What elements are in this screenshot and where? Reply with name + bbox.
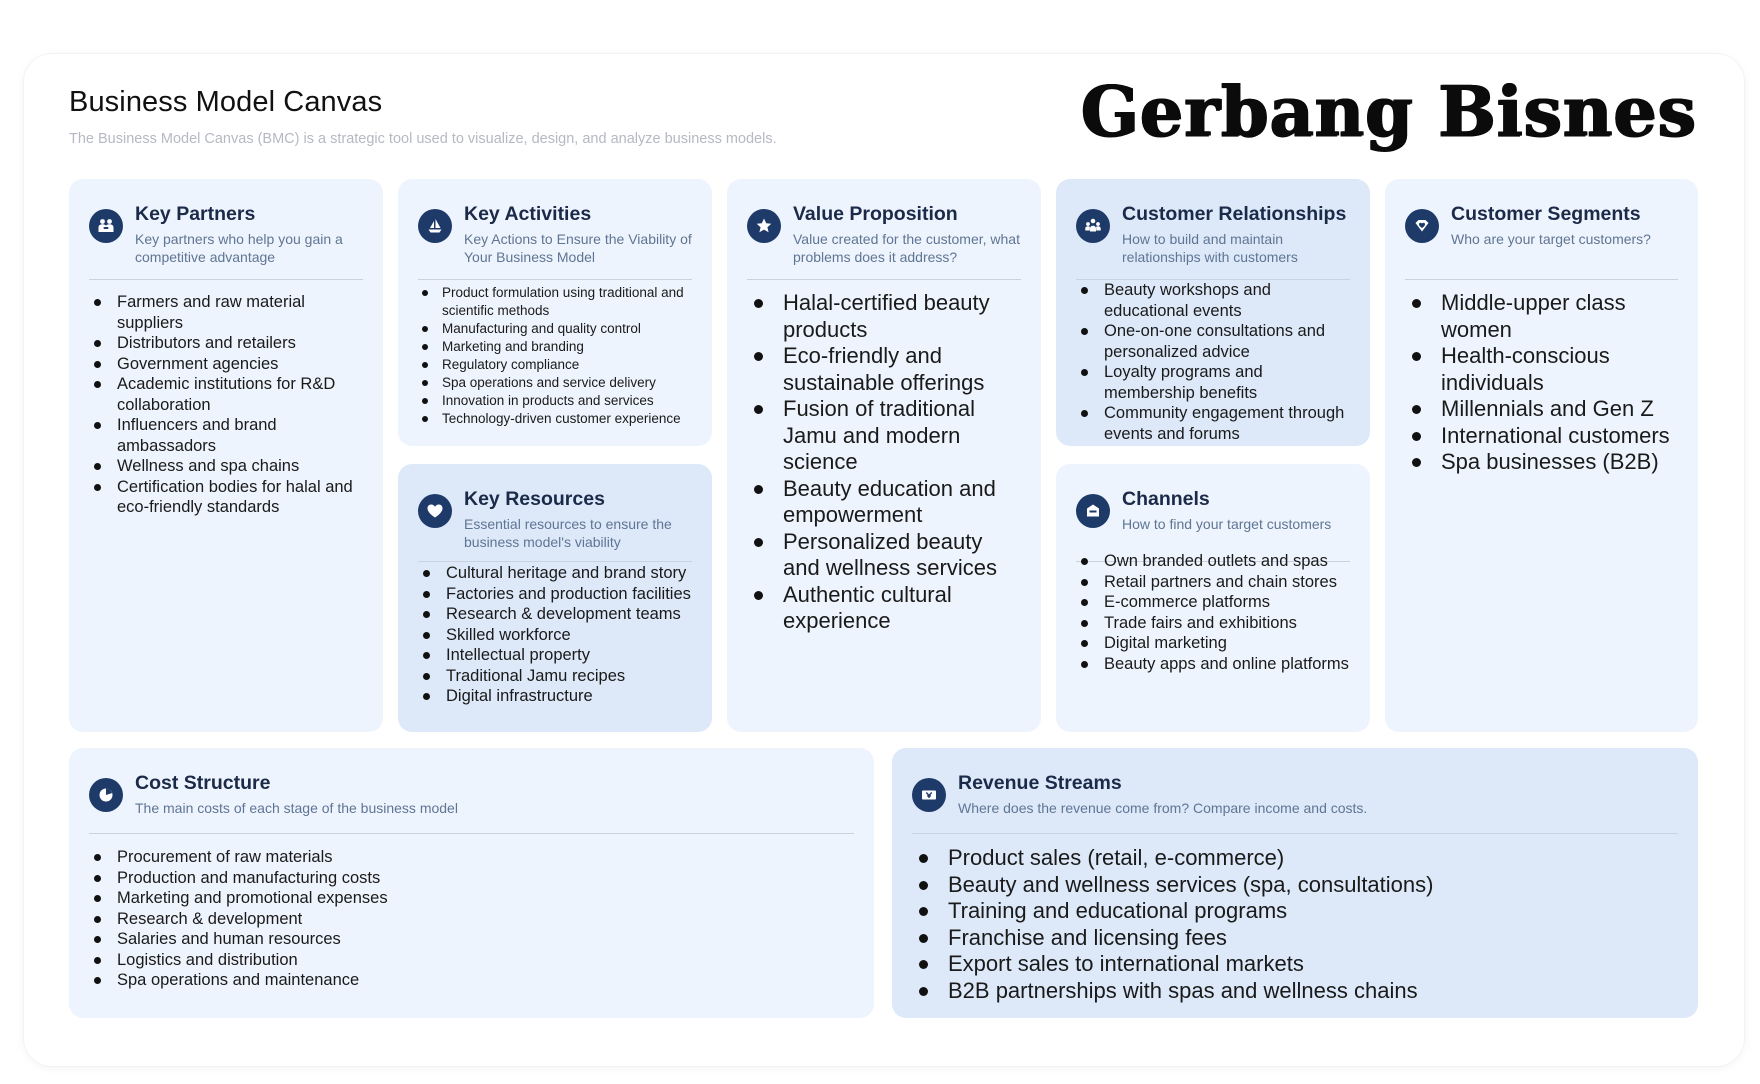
list-item: International customers: [1405, 423, 1680, 450]
list-item: Halal-certified beauty products: [747, 290, 1023, 343]
list-item: Community engagement through events and forums: [1076, 403, 1352, 444]
list-item: Factories and production facilities: [418, 584, 712, 605]
handshake-icon: [89, 209, 123, 243]
customer-segments-block: [1385, 179, 1698, 732]
revenue-streams-block: [892, 748, 1698, 1018]
list-item: Skilled workforce: [418, 625, 712, 646]
key-partners-list: [89, 292, 363, 518]
list-item: Intellectual property: [418, 645, 712, 666]
customer-relationships-block: [1056, 179, 1370, 446]
people-group-icon: [1076, 209, 1110, 243]
list-item: Research & development teams: [418, 604, 712, 625]
key-partners-title: Key Partners: [135, 203, 256, 225]
key-resources-description: Essential resources to ensure the business model's viability: [464, 516, 672, 550]
divider: [418, 561, 692, 562]
list-item: Millennials and Gen Z: [1405, 396, 1680, 423]
list-item: Regulatory compliance: [418, 356, 694, 374]
list-item: Logistics and distribution: [89, 950, 854, 971]
list-item: Own branded outlets and spas: [1076, 551, 1352, 572]
list-item: Certification bodies for halal and eco-friendly standards: [89, 477, 363, 518]
list-item: Marketing and branding: [418, 338, 694, 356]
key-partners-block: [69, 179, 383, 732]
divider: [912, 833, 1678, 834]
customer-relationships-list: [1076, 280, 1352, 444]
list-item: Wellness and spa chains: [89, 456, 363, 477]
channels-title: Channels: [1122, 488, 1210, 510]
list-item: Technology-driven customer experience: [418, 410, 694, 428]
list-item: Beauty workshops and educational events: [1076, 280, 1352, 321]
list-item: Government agencies: [89, 354, 363, 375]
list-item: Retail partners and chain stores: [1076, 572, 1352, 593]
page-subtitle: The Business Model Canvas (BMC) is a strategic tool used to visualize, design, and analyze business models.: [69, 131, 777, 147]
list-item: Academic institutions for R&D collaboration: [89, 374, 363, 415]
cost-structure-description: The main costs of each stage of the business model: [135, 800, 458, 816]
sailboat-icon: [418, 209, 452, 243]
key-resources-list: [418, 563, 712, 707]
customer-relationships-title: Customer Relationships: [1122, 203, 1347, 225]
divider: [89, 833, 854, 834]
logo: Gerbang Bisnes: [1079, 71, 1696, 153]
key-activities-description: Key Actions to Ensure the Viability of Your Business Model: [464, 231, 692, 265]
key-resources-title: Key Resources: [464, 488, 605, 510]
list-item: Production and manufacturing costs: [89, 868, 854, 889]
value-proposition-block: [727, 179, 1041, 732]
list-item: Spa operations and service delivery: [418, 374, 694, 392]
list-item: Product sales (retail, e-commerce): [912, 845, 1678, 872]
channels-description: How to find your target customers: [1122, 516, 1332, 532]
key-resources-block: [398, 464, 712, 732]
key-activities-list: [418, 284, 694, 428]
list-item: Personalized beauty and wellness services: [747, 529, 1023, 582]
list-item: Cultural heritage and brand story: [418, 563, 712, 584]
revenue-streams-description: Where does the revenue come from? Compare income and costs.: [958, 800, 1368, 816]
list-item: Eco-friendly and sustainable offerings: [747, 343, 1023, 396]
list-item: Digital marketing: [1076, 633, 1352, 654]
list-item: Fusion of traditional Jamu and modern science: [747, 396, 1023, 476]
diamond-heart-icon: [1405, 209, 1439, 243]
page-title: Business Model Canvas: [69, 86, 383, 118]
divider: [1405, 279, 1678, 280]
list-item: Marketing and promotional expenses: [89, 888, 854, 909]
list-item: Spa businesses (B2B): [1405, 449, 1680, 476]
revenue-streams-list: [912, 845, 1678, 1004]
key-activities-title: Key Activities: [464, 203, 592, 225]
key-partners-description: Key partners who help you gain a competitive advantage: [135, 231, 343, 265]
list-item: Beauty apps and online platforms: [1076, 654, 1352, 675]
divider: [747, 279, 1021, 280]
list-item: Research & development: [89, 909, 854, 930]
list-item: Distributors and retailers: [89, 333, 363, 354]
list-item: Trade fairs and exhibitions: [1076, 613, 1352, 634]
list-item: Training and educational programs: [912, 898, 1678, 925]
list-item: Procurement of raw materials: [89, 847, 854, 868]
revenue-streams-title: Revenue Streams: [958, 772, 1122, 794]
divider: [89, 279, 363, 280]
list-item: Franchise and licensing fees: [912, 925, 1678, 952]
heart-icon: [418, 494, 452, 528]
mailbox-icon: [1076, 494, 1110, 528]
list-item: Digital infrastructure: [418, 686, 712, 707]
pie-chart-icon: [89, 778, 123, 812]
list-item: B2B partnerships with spas and wellness chains: [912, 978, 1678, 1005]
divider: [418, 279, 692, 280]
channels-block: [1056, 464, 1370, 732]
value-proposition-list: [747, 290, 1023, 635]
list-item: E-commerce platforms: [1076, 592, 1352, 613]
customer-segments-description: Who are your target customers?: [1451, 231, 1651, 247]
channels-list: [1076, 551, 1352, 674]
list-item: Product formulation using traditional and scientific methods: [418, 284, 694, 320]
cost-structure-list: [89, 847, 854, 991]
list-item: Manufacturing and quality control: [418, 320, 694, 338]
list-item: Health-conscious individuals: [1405, 343, 1680, 396]
list-item: Farmers and raw material suppliers: [89, 292, 363, 333]
money-bill-icon: [912, 778, 946, 812]
star-icon: [747, 209, 781, 243]
list-item: Spa operations and maintenance: [89, 970, 854, 991]
list-item: Innovation in products and services: [418, 392, 694, 410]
key-activities-block: [398, 179, 712, 446]
cost-structure-block: [69, 748, 874, 1018]
list-item: Middle-upper class women: [1405, 290, 1680, 343]
list-item: Beauty education and empowerment: [747, 476, 1023, 529]
list-item: Influencers and brand ambassadors: [89, 415, 363, 456]
list-item: Traditional Jamu recipes: [418, 666, 712, 687]
customer-relationships-description: How to build and maintain relationships with customers: [1122, 231, 1298, 265]
list-item: One-on-one consultations and personalized advice: [1076, 321, 1352, 362]
list-item: Beauty and wellness services (spa, consultations): [912, 872, 1678, 899]
customer-segments-title: Customer Segments: [1451, 203, 1641, 225]
list-item: Export sales to international markets: [912, 951, 1678, 978]
customer-segments-list: [1405, 290, 1680, 476]
cost-structure-title: Cost Structure: [135, 772, 271, 794]
list-item: Loyalty programs and membership benefits: [1076, 362, 1352, 403]
value-proposition-title: Value Proposition: [793, 203, 958, 225]
list-item: Authentic cultural experience: [747, 582, 1023, 635]
value-proposition-description: Value created for the customer, what problems does it address?: [793, 231, 1020, 265]
list-item: Salaries and human resources: [89, 929, 854, 950]
